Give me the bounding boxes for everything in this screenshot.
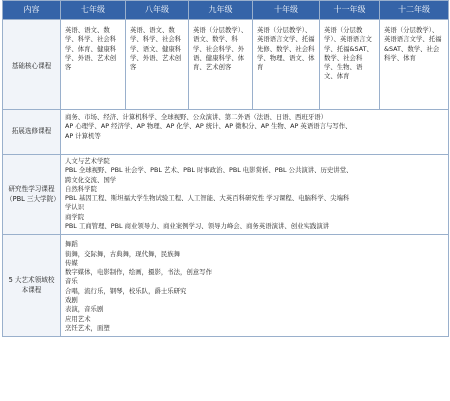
text-line: 表演，音乐剧 [65, 305, 104, 314]
section-heading: 应用艺术 [65, 314, 91, 323]
row-label-extension: 拓展选修课程 [3, 110, 61, 155]
text-line: PBL 全球视野、PBL 社会学、PBL 艺术、PBL 时事政治、PBL 电影赏析、PBL 公共演讲、历史讲堂、 [65, 166, 353, 175]
extension-content [61, 110, 449, 155]
row-label-pbl: 研究性学习课程（PBL 三大学院） [3, 155, 61, 235]
text-line: PBL 基因工程、斯坦福大学生物试验工程、人工智能、大英百科研究性 学习课程、电脑科学、尖端科 [65, 194, 350, 203]
text-line: 数字媒体，电影制作，绘画，摄影，书法，创意写作 [65, 268, 212, 277]
header-grade-10: 十年级 [253, 1, 320, 20]
section-heading: 舞蹈 [65, 240, 78, 249]
core-grade-7: 英语、语文、数学、科学、社会科学、体育、健康科学、外语、艺术创客 [61, 20, 126, 110]
text-line: AP 计算机等 [65, 131, 101, 140]
header-grade-7: 七年级 [61, 1, 126, 20]
header-grade-12: 十二年级 [380, 1, 449, 20]
arts-course-row [3, 235, 449, 337]
core-grade-12: 英语（分层教学）、英语语言文学、托福&SAT、数学、社会科学、体育 [380, 20, 449, 110]
arts-content [61, 235, 449, 337]
section-heading: 戏剧 [65, 295, 78, 304]
header-content: 内容 [3, 1, 61, 20]
pbl-course-row [3, 155, 449, 235]
text-line: 街舞，交际舞，古典舞，现代舞，民族舞 [65, 249, 181, 258]
row-label-core: 基础核心课程 [3, 20, 61, 110]
core-grade-8: 英语、语文、数学、科学、社会科学、语文、健康科学、外语、艺术创客 [126, 20, 189, 110]
row-label-arts: 5 大艺术领域校本课程 [3, 235, 61, 337]
section-heading: 商学院 [65, 212, 85, 221]
extension-course-row [3, 110, 449, 155]
text-line: 烹饪艺术，面塑 [65, 323, 110, 332]
core-grade-10: 英语（分层教学）、英语语言文学、托福先修、数学、社会科学、物理、语文、体育 [253, 20, 320, 110]
section-heading: 自然科学院 [65, 184, 97, 193]
text-line: 跨文化交流、国学 [65, 175, 117, 184]
text-line: AP 心理学、AP 经济学、AP 物理、AP 化学、AP 统计、AP 微积分、AP 生物、AP 英语语言与写作、 [65, 122, 352, 131]
header-grade-11: 十一年级 [320, 1, 380, 20]
section-heading: 人文与艺术学院 [65, 157, 110, 165]
text-line: 商务、市场、经济、计算机科学、全球视野、公众演讲、第二外语（法语、日语、西班牙语） [65, 113, 328, 121]
text-line: 学认识 [65, 203, 85, 212]
header-row [3, 1, 449, 20]
core-course-row [3, 20, 449, 110]
header-grade-8: 八年级 [126, 1, 189, 20]
text-line: PBL 工商管理、PBL 商业领导力、商业案例学习、领导力峰会、商务英语演讲、创业实践演讲 [65, 221, 330, 230]
text-line: 合唱，流行乐，钢琴，校乐队，爵士乐研究 [65, 286, 187, 295]
section-heading: 传媒 [65, 258, 78, 267]
section-heading: 音乐 [65, 277, 78, 286]
pbl-content [61, 155, 449, 235]
curriculum-table [2, 0, 449, 337]
core-grade-9: 英语（分层教学）、语文、数学、科学、社会科学、外语、健康科学、体育、艺术创客 [189, 20, 253, 110]
core-grade-11: 英语（分层教学）、英语语言文学、托福&SAT、数学、社会科学、生物、语文、体育 [320, 20, 380, 110]
header-grade-9: 九年级 [189, 1, 253, 20]
